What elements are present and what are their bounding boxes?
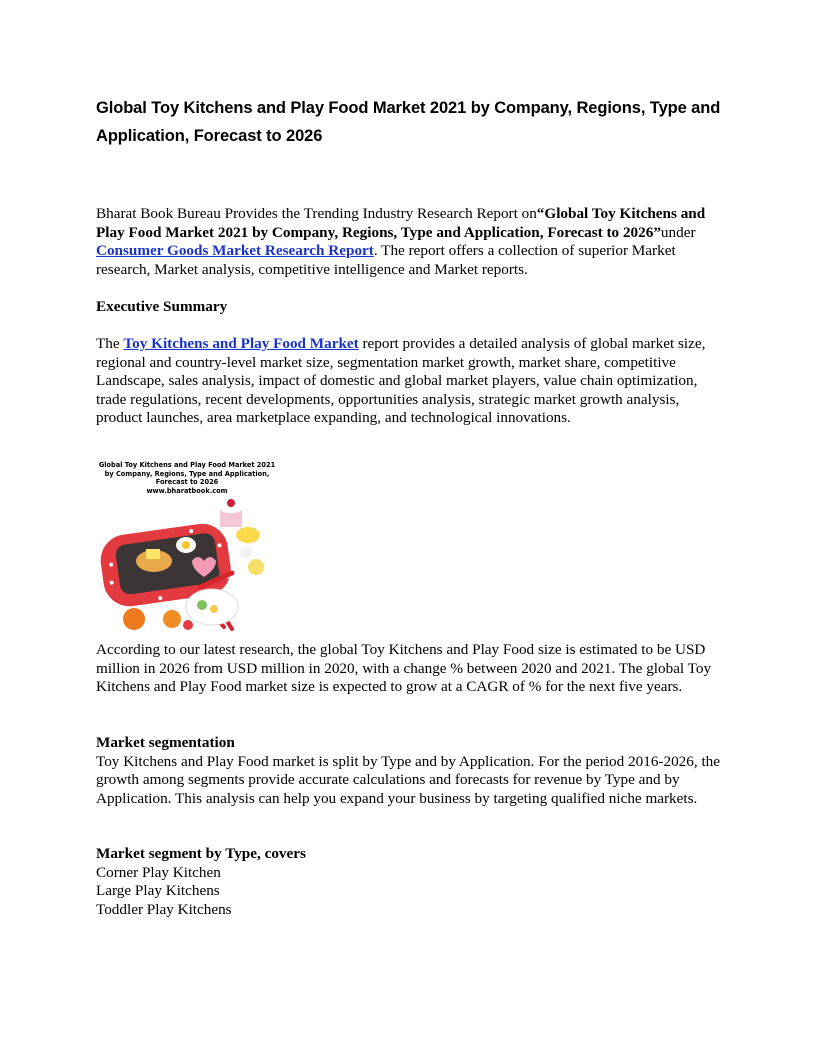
intro-paragraph [96,205,724,279]
intro-under: under [660,223,696,241]
forecast-paragraph: According to our latest research, the global Toy Kitchens and Play Food size is estimated to be USD million in 2026 from USD million in 2020, with a change % between 2020 and 2021. The global Toy Kitchens and Play Food market size is expected to grow at a CAGR of % for the next five years. [96,641,712,695]
executive-summary-text: report provides a detailed analysis of global market size, regional and country-level market size, segmentation market growth, market share, competitive Landscape, sales analysis, impact of domestic and global market players, value chain optimization, trade regulations, recent developments, opportunities analysis, strategic market growth analysis, product launches, area marketplace expanding, and technological innovations. [96,335,706,426]
executive-summary-paragraph [96,335,724,428]
segmentation-heading: Market segmentation [96,734,235,751]
segmentation-section [96,734,724,808]
figure-url: www.bharatbook.com [146,486,228,495]
segment-by-type-section [96,845,724,919]
executive-summary-heading-text: Executive Summary [96,298,228,315]
figure-caption [96,461,278,495]
market-link[interactable]: Toy Kitchens and Play Food Market [123,335,359,352]
executive-summary-heading [96,298,724,317]
list-item: Corner Play Kitchen [96,863,221,881]
figure-caption-title: Global Toy Kitchens and Play Food Market 2021 by Company, Regions, Type and Application, Forecast to 2026 [98,461,276,487]
category-link[interactable]: Consumer Goods Market Research Report [96,242,374,259]
list-item: Toddler Play Kitchens [96,900,232,918]
document-title: Global Toy Kitchens and Play Food Market 2021 by Company, Regions, Type and Application, Forecast to 2026 [96,99,721,145]
executive-summary-prefix: The [96,335,124,352]
report-name: “Global Toy Kitchens and Play Food Market 2021 by Company, Regions, Type and Application, Forecast to 2026” [96,205,706,241]
report-cover-image [96,457,278,641]
intro-prefix: Bharat Book Bureau Provides the Trending Industry Research Report on [96,205,537,222]
segmentation-text: Toy Kitchens and Play Food market is split by Type and by Application. For the period 2016-2026, the growth among segments provide accurate calculations and forecasts for revenue by Type and by Application. This analysis can help you expand your business by targeting qualified niche markets. [96,752,720,807]
segment-by-type-heading: Market segment by Type, covers [96,845,306,862]
intro-suffix: . The report offers a collection of superior Market research, Market analysis, competitive intelligence and Market reports. [96,242,676,278]
list-item: Large Play Kitchens [96,882,220,899]
orange-fruit [123,608,145,630]
